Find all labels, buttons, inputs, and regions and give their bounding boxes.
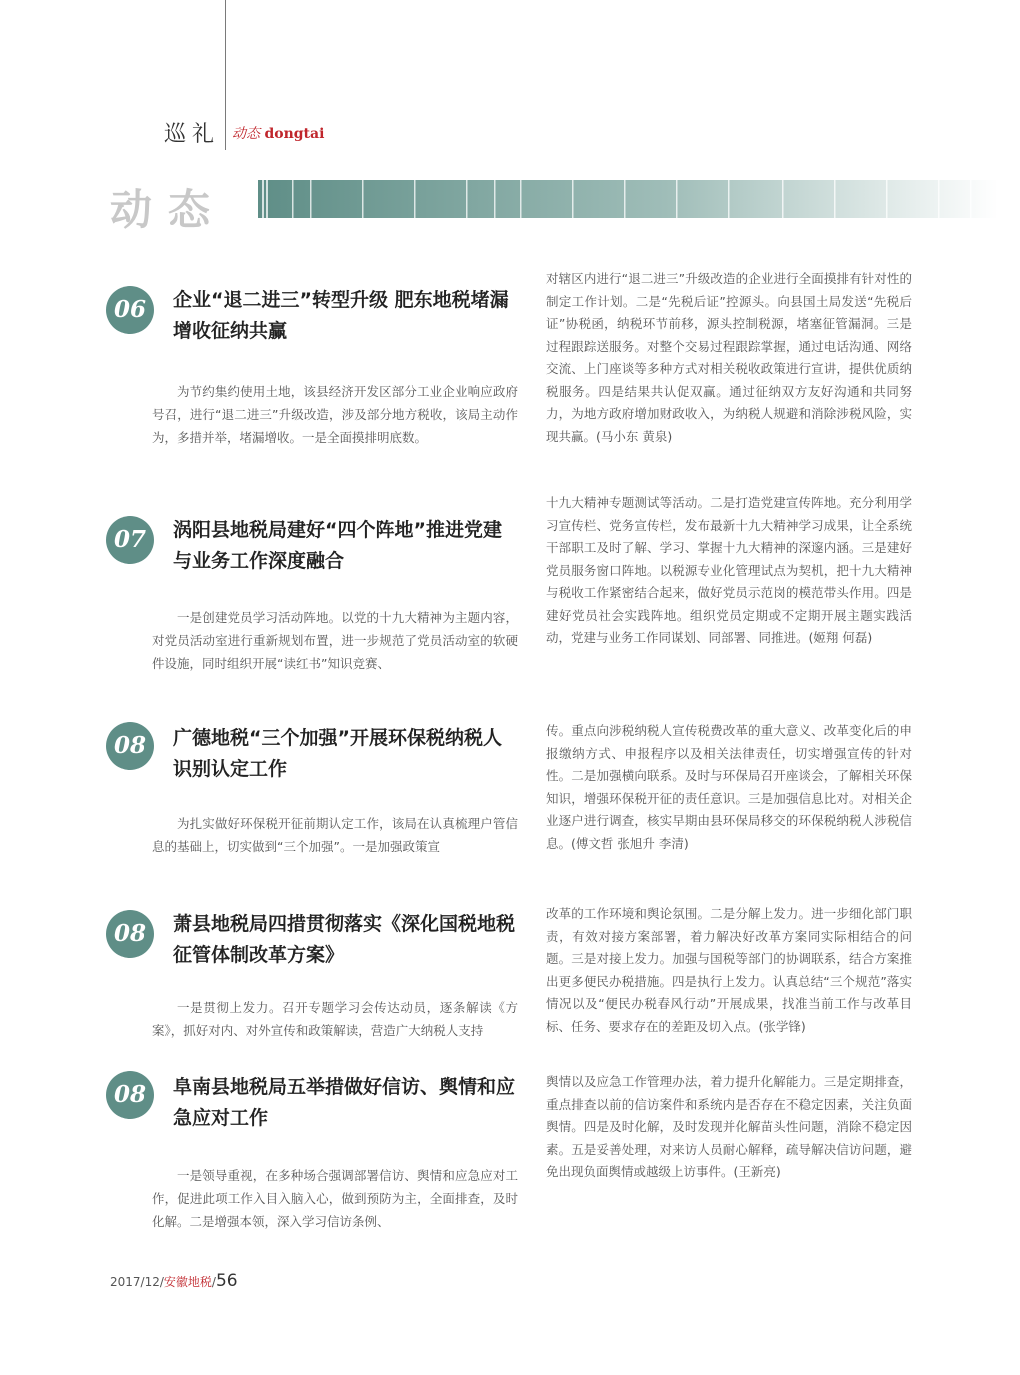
banner-stripe	[782, 180, 784, 218]
page-footer	[110, 1271, 238, 1291]
article-title: 涡阳县地税局建好“四个阵地”推进党建与业务工作深度融合	[173, 519, 502, 572]
article-body-left: 一是领导重视，在多种场合强调部署信访、舆情和应急应对工作，促进此项工作入目入脑入心，做到预防为主，全面排查，及时化解。二是增强本领，深入学习信访条例、	[152, 1168, 518, 1229]
footer-date: 2017/12/	[110, 1275, 164, 1289]
banner-stripe	[572, 180, 574, 218]
header-column-name: 巡礼	[164, 122, 221, 147]
article-author: (张学锋)	[758, 1018, 806, 1034]
banner-stripe	[520, 180, 522, 218]
article-body-right	[546, 1071, 912, 1184]
article-title: 阜南县地税局五举措做好信访、舆情和应急应对工作	[173, 1076, 516, 1129]
article-body-right-text: 改革的工作环境和舆论氛围。二是分解上发力。进一步细化部门职责，有效对接方案部署，着力解决好改革方案同实际相结合的问题。三是对接上发力。加强与国税等部门的协调联系，结合方案推出更多便民办税措施。四是执行上发力。认真总结“三个规范”落实情况以及“便民办税春风行动”开展成果，找准当前工作与改革目标、任务、要求存在的差距及切入点。	[546, 906, 912, 1034]
footer-magazine: 安徽地税	[163, 1275, 212, 1289]
article-body-right	[546, 268, 912, 448]
footer-separator: /	[211, 1275, 216, 1289]
header-section-label	[232, 123, 324, 143]
banner-stripe	[970, 180, 972, 218]
section-banner-title: 动态	[110, 185, 227, 234]
banner-stripe	[728, 180, 730, 218]
article-body-left: 一是贯彻上发力。召开专题学习会传达动员，逐条解读《方案》，抓好对内、对外宣传和政策解读，营造广大纳税人支持	[152, 1000, 518, 1038]
article-author: (傅文哲 张旭升 李清)	[571, 835, 689, 851]
header-section-cn: 动态	[232, 126, 260, 142]
article-number-badge: 08	[106, 722, 154, 770]
article-body-right-text: 传。重点向涉税纳税人宣传税费改革的重大意义、改革变化后的申报缴纳方式、申报程序以及相关法律责任，切实增强宣传的针对性。二是加强横向联系。及时与环保局召开座谈会，了解相关环保知识，增强环保税开征的责任意识。三是加强信息比对。对相关企业逐户进行调查，核实早期由县环保局移交的环保税纳税人涉税信息。	[546, 723, 912, 851]
article-body-left: 为扎实做好环保税开征前期认定工作，该局在认真梳理户管信息的基础上，切实做到“三个加强”。一是加强政策宣	[152, 816, 518, 854]
banner-stripe	[938, 180, 940, 218]
section-banner-bar	[258, 180, 998, 218]
article-title: 广德地税“三个加强”开展环保税纳税人识别认定工作	[173, 727, 502, 780]
banner-stripe	[676, 180, 678, 218]
article-author: (王新亮)	[733, 1164, 781, 1179]
article-body-right	[546, 492, 912, 650]
banner-stripe	[292, 180, 294, 218]
page-number: 56	[215, 1271, 238, 1291]
banner-stripe	[624, 180, 626, 218]
article-number-badge: 08	[106, 1071, 154, 1119]
banner-stripe	[262, 180, 264, 218]
banner-stripe	[310, 180, 312, 218]
banner-stripe	[362, 180, 364, 218]
banner-stripe	[414, 180, 416, 218]
article-body-left: 一是创建党员学习活动阵地。以党的十九大精神为主题内容，对党员活动室进行重新规划布置，进一步规范了党员活动室的软硬件设施，同时组织开展“读红书”知识竞赛、	[152, 610, 518, 671]
header-vertical-rule	[225, 0, 226, 150]
banner-stripe	[466, 180, 468, 218]
article-number-badge: 07	[106, 516, 154, 564]
banner-stripes	[258, 180, 998, 218]
article-author: (马小东 黄泉)	[596, 428, 673, 444]
article-title: 企业“退二进三”转型升级 肥东地税堵漏增收征纳共赢	[173, 289, 509, 342]
article-body-right-text: 对辖区内进行“退二进三”升级改造的企业进行全面摸排有针对性的制定工作计划。二是“先税后证”控源头。向县国土局发送“先税后证”协税函，纳税环节前移，源头控制税源，堵塞征管漏洞。三是过程跟踪送服务。对整个交易过程跟踪掌握，通过电话沟通、网络交流、上门座谈等多种方式对相关税收政策进行宣讲，提供优质纳税服务。四是结果共认促双赢。通过征纳双方友好沟通和共同努力，为地方政府增加财政收入，为纳税人规避和消除涉税风险，实现共赢。	[546, 271, 912, 444]
article-body-right-text: 十九大精神专题测试等活动。二是打造党建宣传阵地。充分利用学习宣传栏、党务宣传栏，发布最新十九大精神学习成果，让全系统干部职工及时了解、学习、掌握十九大精神的深邃内涵。三是建好党员服务窗口阵地。以税源专业化管理试点为契机，把十九大精神与税收工作紧密结合起来，做好党员示范岗的模范带头作用。四是建好党员社会实践阵地。组织党员定期或不定期开展主题实践活动，党建与业务工作同谋划、同部署、同推进。	[546, 495, 912, 645]
article-body-right	[546, 720, 912, 855]
header-section-en: dongtai	[264, 126, 325, 142]
banner-stripe	[886, 180, 888, 218]
banner-stripe	[494, 180, 496, 218]
article-body-left: 为节约集约使用土地，该县经济开发区部分工业企业响应政府号召，进行“退二进三”升级改造，涉及部分地方税收，该局主动作为，多措并举，堵漏增收。一是全面摸排明底数。	[152, 384, 518, 445]
article-author: (姬翔 何磊)	[808, 630, 873, 645]
banner-stripe	[834, 180, 836, 218]
article-body-right	[546, 903, 912, 1038]
article-title: 萧县地税局四措贯彻落实《深化国税地税征管体制改革方案》	[173, 913, 516, 966]
article-number-badge: 06	[106, 286, 154, 334]
article-number-badge: 08	[106, 910, 154, 958]
article-body-right-text: 舆情以及应急工作管理办法，着力提升化解能力。三是定期排查，重点排查以前的信访案件和系统内是否存在不稳定因素，关注负面舆情。四是及时化解，及时发现并化解苗头性问题，消除不稳定因素。五是妥善处理，对来访人员耐心解释，疏导解决信访问题，避免出现负面舆情或越级上访事件。	[546, 1074, 912, 1179]
banner-stripe	[266, 180, 268, 218]
